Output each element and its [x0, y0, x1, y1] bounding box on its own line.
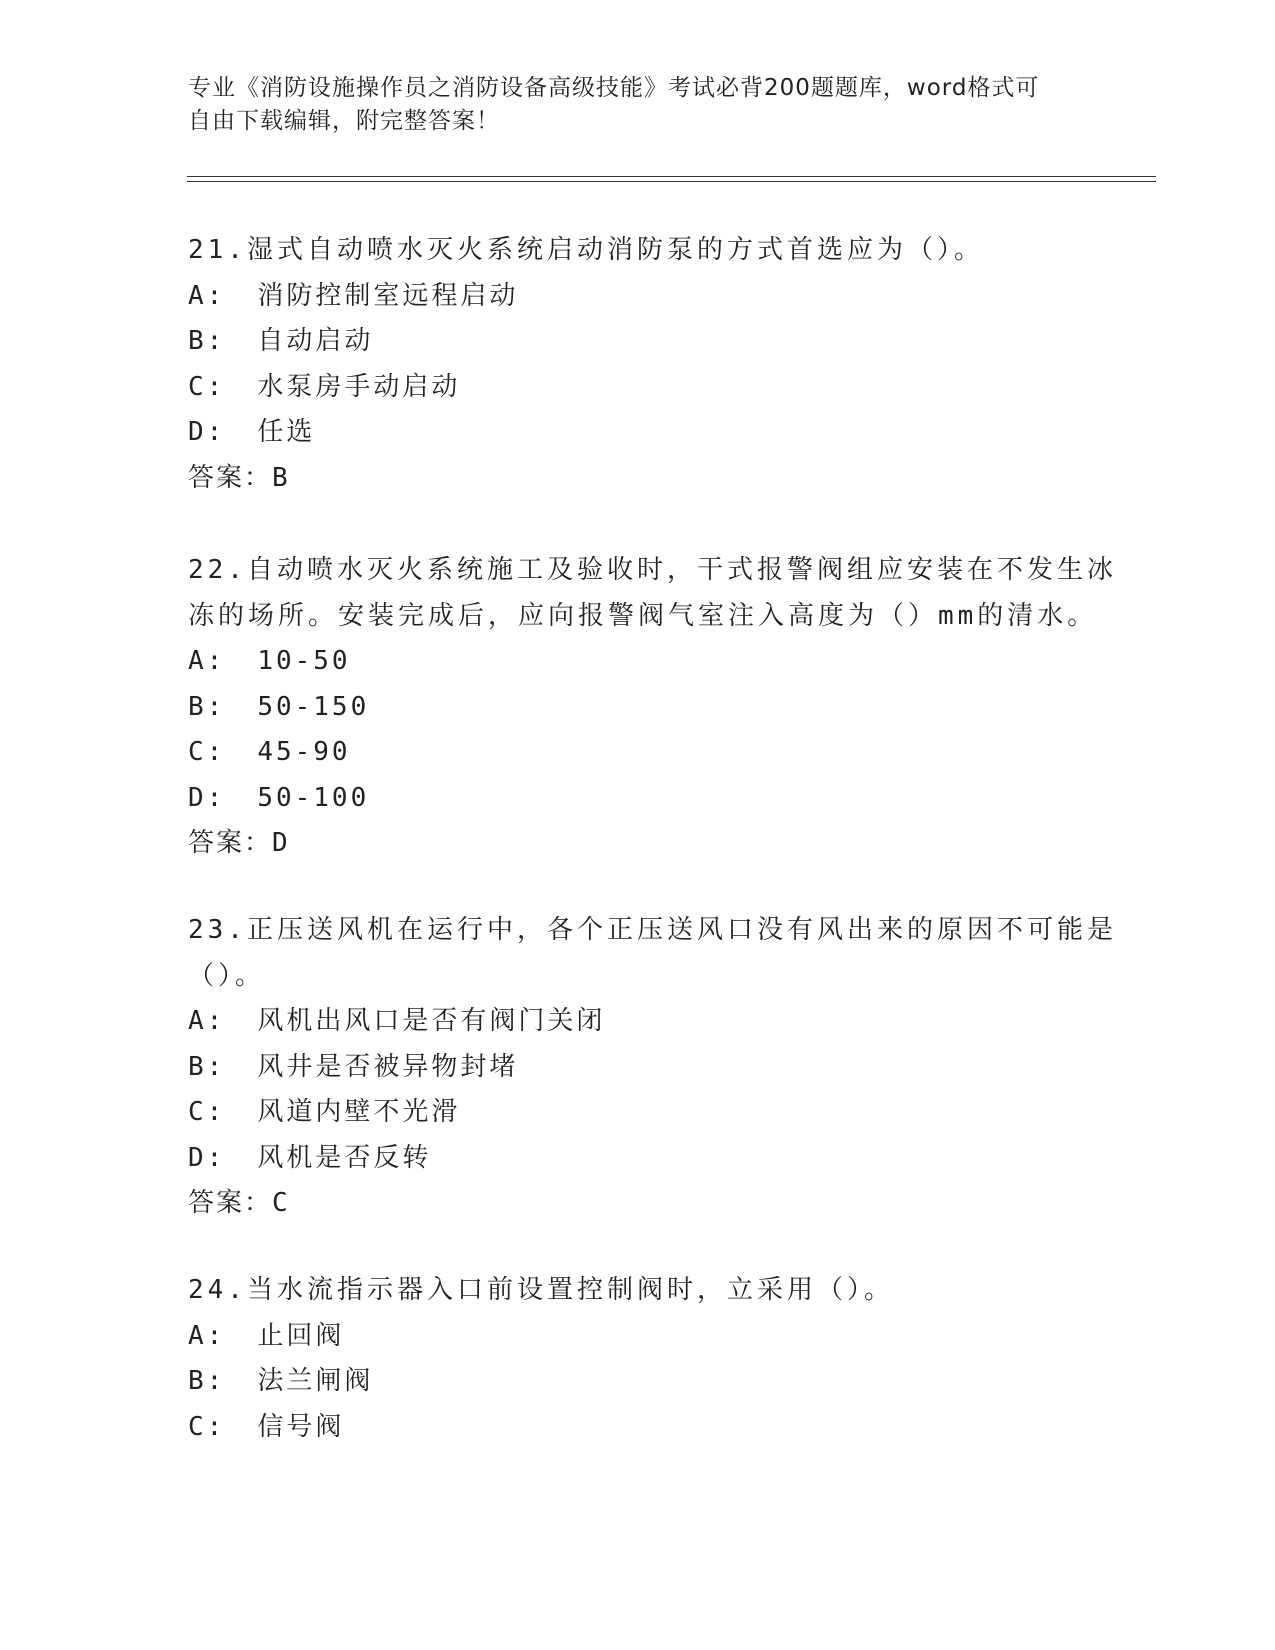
option-b: [188, 685, 1128, 731]
option-text: 50-150: [257, 691, 370, 722]
question-block-23: [188, 908, 1128, 1227]
option-text: 止回阀: [257, 1320, 345, 1351]
option-letter: D:: [188, 1142, 226, 1173]
option-a: [188, 1314, 1128, 1360]
option-letter: A:: [188, 280, 226, 311]
option-b: [188, 319, 1128, 365]
option-letter: D:: [188, 417, 226, 447]
option-text: 风道内壁不光滑: [257, 1097, 461, 1127]
answer-line: [188, 1181, 1128, 1227]
answer-label: 答案：: [188, 828, 273, 858]
option-c: [188, 1405, 1128, 1451]
option-text: 任选: [257, 417, 316, 447]
option-a: [188, 274, 1128, 320]
option-text: 风机出风口是否有阀门关闭: [257, 1006, 606, 1036]
option-text: 50-100: [257, 782, 370, 813]
option-text: 自动启动: [257, 326, 374, 356]
option-b: [188, 1359, 1128, 1405]
option-d: [188, 410, 1128, 456]
answer-line: [188, 456, 1128, 502]
option-letter: B:: [188, 1366, 226, 1396]
option-text: 水泵房手动启动: [257, 371, 461, 402]
answer-value: D: [272, 828, 290, 858]
question-text-line-2: （）。: [188, 960, 266, 991]
question-text-line-1: 23.正压送风机在运行中，各个正压送风口没有风出来的原因不可能是: [188, 915, 1117, 945]
question-text: 21.湿式自动喷水灭火系统启动消防泵的方式首选应为（）。: [188, 235, 984, 265]
document-header: [188, 72, 1088, 138]
option-b: [188, 1045, 1128, 1091]
header-line-2: 自由下载编辑，附完整答案！: [188, 108, 500, 134]
question-text-line-1: 22.自动喷水灭火系统施工及验收时，干式报警阀组应安装在不发生冰: [188, 555, 1117, 585]
option-letter: C:: [188, 737, 226, 767]
answer-line: [188, 821, 1128, 867]
option-d: [188, 1136, 1128, 1182]
option-text: 风机是否反转: [257, 1142, 432, 1173]
option-letter: C:: [188, 371, 226, 402]
option-text: 消防控制室远程启动: [257, 280, 519, 311]
option-c: [188, 365, 1128, 411]
option-text: 10-50: [257, 646, 351, 676]
option-letter: A:: [188, 1320, 226, 1351]
question-block-24: [188, 1268, 1128, 1450]
header-divider-bottom: [187, 181, 1156, 182]
option-text: 风井是否被异物封堵: [257, 1051, 519, 1082]
question-text: 24.当水流指示器入口前设置控制阀时，立采用（）。: [188, 1275, 894, 1305]
answer-value: C: [272, 1188, 290, 1218]
option-letter: C:: [188, 1411, 226, 1442]
option-c: [188, 1090, 1128, 1136]
option-c: [188, 730, 1128, 776]
option-letter: C:: [188, 1097, 226, 1127]
option-text: 法兰闸阀: [257, 1366, 374, 1396]
option-letter: B:: [188, 691, 226, 722]
option-text: 信号阀: [257, 1411, 345, 1442]
answer-value: B: [272, 462, 290, 493]
option-letter: A:: [188, 646, 226, 676]
question-text-line-2: 冻的场所。安装完成后，应向报警阀气室注入高度为（）mm的清水。: [188, 600, 1098, 631]
question-block-21: [188, 228, 1128, 501]
option-d: [188, 776, 1128, 822]
option-text: 45-90: [257, 737, 351, 767]
option-a: [188, 639, 1128, 685]
answer-label: 答案：: [188, 462, 273, 493]
option-letter: B:: [188, 1051, 226, 1082]
option-letter: B:: [188, 326, 226, 356]
header-divider-top: [187, 176, 1156, 177]
answer-label: 答案：: [188, 1188, 273, 1218]
question-block-22: [188, 548, 1128, 867]
header-line-1: 专业《消防设施操作员之消防设备高级技能》考试必背200题题库，word格式可: [188, 75, 1040, 101]
option-letter: A:: [188, 1006, 226, 1036]
option-letter: D:: [188, 782, 226, 813]
option-a: [188, 999, 1128, 1045]
